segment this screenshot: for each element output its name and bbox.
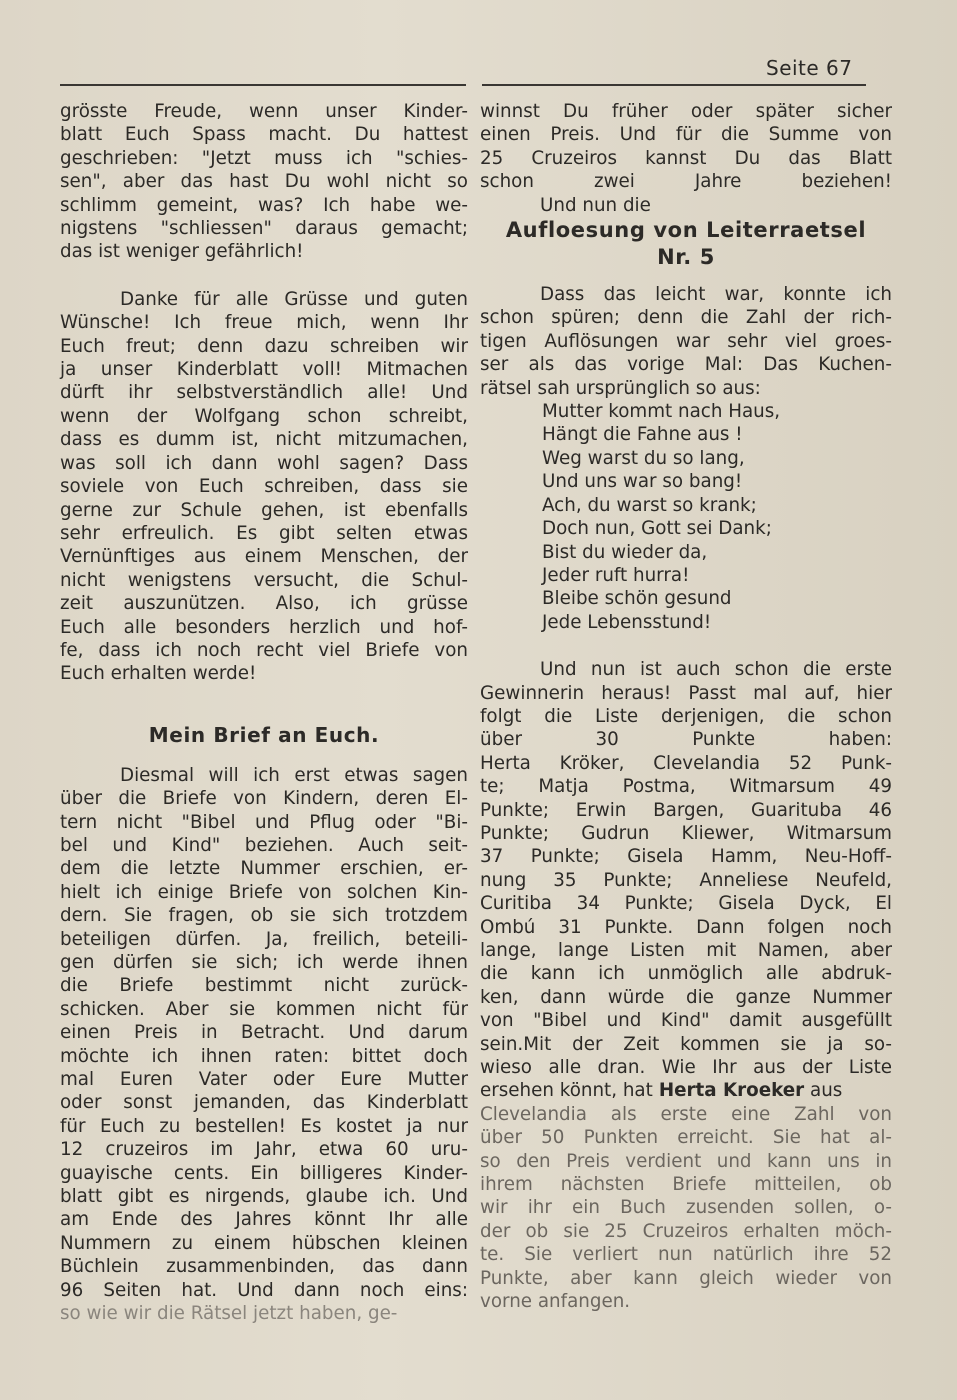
solution-heading-line-1: Aufloesung von Leiterraetsel <box>505 218 867 243</box>
text-line: nigstens "schliessen" daraus gemacht; <box>60 218 468 240</box>
text-line: Dass das leicht war, konnte ich <box>540 284 892 306</box>
text-line: lange, lange Listen mit Namen, aber <box>480 940 892 961</box>
text-line: zeit auszunützen. Also, ich grüsse <box>60 593 468 615</box>
text-line: blatt gibt es nirgends, glaube ich. Und <box>60 1186 468 1208</box>
text-line: ken, dann würde die ganze Nummer <box>480 986 892 1008</box>
text-line: dem die letzte Nummer erschien, er- <box>60 858 468 880</box>
right-paragraph-1 <box>480 100 892 217</box>
text-line: Vernünftiges aus einem Menschen, der <box>60 546 468 568</box>
text-line: die Briefe bestimmt nicht zurück- <box>60 975 468 997</box>
text-line: das ist weniger gefährlich! <box>60 241 304 263</box>
text-line: Curitiba 34 Punkte; Gisela Dyck, El <box>480 893 892 915</box>
text-line: Punkte; Erwin Bargen, Guarituba 46 <box>480 799 892 821</box>
text-line: ersehen könnt, hat <box>480 1080 653 1102</box>
text-line: ser als das vorige Mal: Das Kuchen- <box>480 354 892 376</box>
poem-line: Doch nun, Gott sei Dank; <box>542 518 772 540</box>
text-line: winnst Du früher oder später sicher <box>480 101 892 122</box>
text-line: sen", aber das hast Du wohl nicht so <box>60 171 468 193</box>
section-heading-solution <box>480 217 892 271</box>
text-line: guayische cents. Ein billigeres Kinder- <box>60 1162 468 1184</box>
poem-line: Hängt die Fahne aus ! <box>542 424 743 446</box>
poem-line: Und uns war so bang! <box>542 471 743 493</box>
text-line: Ombú 31 Punkte. Dann folgen noch <box>480 916 892 938</box>
right-paragraph-2 <box>480 283 892 400</box>
text-line: ja unser Kinderblatt voll! Mitmachen <box>60 359 468 381</box>
poem-line: Ach, du warst so krank; <box>542 494 757 516</box>
text-line: über 50 Punkten erreicht. Sie hat al- <box>480 1127 892 1149</box>
text-line: vorne anfangen. <box>480 1291 631 1313</box>
text-line: oder sonst jemanden, das Kinderblatt <box>60 1092 468 1114</box>
text-line: Clevelandia als erste eine Zahl von <box>480 1103 892 1125</box>
winner-name: Herta Kroeker <box>658 1080 805 1102</box>
text-line: grösste Freude, wenn unser Kinder- <box>60 101 468 122</box>
section-heading-letter: Mein Brief an Euch. <box>148 722 380 747</box>
text-line: am Ende des Jahres könnt Ihr alle <box>60 1209 468 1231</box>
text-line: Diesmal will ich erst etwas sagen <box>120 764 468 786</box>
text-line: einen Preis. Und für die Summe von <box>480 124 892 146</box>
poem-line: Jede Lebensstund! <box>542 611 712 633</box>
text-line: Danke für alle Grüsse und guten <box>120 288 468 310</box>
text-line: folgt die Liste derjenigen, die schon <box>480 705 892 727</box>
winner-name-suffix: aus <box>810 1080 843 1102</box>
text-line: geschrieben: "Jetzt muss ich "schies- <box>60 147 468 169</box>
text-line: Gewinnerin heraus! Passt mal auf, hier <box>480 682 892 704</box>
text-line: schon spüren; denn die Zahl der rich- <box>480 307 892 329</box>
text-line: tigen Auflösungen war sehr viel groes- <box>480 330 892 352</box>
text-line: die kann ich unmöglich alle abdruk- <box>480 963 892 985</box>
poem-line: Bleibe schön gesund <box>542 588 732 610</box>
text-line: soviele von Euch schreiben, dass sie <box>60 476 468 498</box>
text-line: te; Matja Postma, Witmarsum 49 <box>480 776 892 798</box>
text-line: Euch erhalten werde! <box>60 663 257 685</box>
text-line: gerne zur Schule gehen, ist ebenfalls <box>60 499 468 521</box>
right-paragraph-3-rest <box>480 1103 892 1314</box>
text-line: blatt Euch Spass macht. Du hattest <box>60 124 468 146</box>
text-line: te. Sie verliert nun natürlich ihre 52 <box>480 1244 892 1266</box>
text-line: dass es dumm ist, nicht mitzumachen, <box>60 429 468 451</box>
text-line: schon zwei Jahre beziehen! <box>480 171 892 193</box>
text-line: hielt ich einige Briefe von solchen Kin- <box>60 881 468 903</box>
text-line: sehr erfreulich. Es gibt selten etwas <box>60 522 468 544</box>
text-line: über die Briefe von Kindern, deren El- <box>60 788 468 810</box>
text-line: schlimm gemeint, was? Ich habe we- <box>60 194 468 216</box>
text-line: wir ihr ein Buch zusenden sollen, o- <box>480 1197 892 1219</box>
text-line: 12 cruzeiros im Jahr, etwa 60 uru- <box>60 1139 468 1161</box>
text-line: wenn der Wolfgang schon schreibt, <box>60 405 468 427</box>
solution-heading-line-2: Nr. 5 <box>657 245 715 270</box>
left-paragraph-3 <box>60 764 468 1326</box>
top-rule-left <box>60 84 466 86</box>
right-paragraph-3 <box>480 658 892 1103</box>
text-line: so den Preis verdient und kann uns in <box>480 1150 892 1172</box>
text-line: Herta Kröker, Clevelandia 52 Punk- <box>480 752 892 774</box>
text-line: über 30 Punkte haben: <box>480 729 892 751</box>
poem-line: Bist du wieder da, <box>542 541 708 563</box>
page-number: Seite 67 <box>766 56 853 80</box>
text-line: so wie wir die Rätsel jetzt haben, ge- <box>60 1303 398 1325</box>
left-column <box>60 100 468 1326</box>
poem-line: Weg warst du so lang, <box>542 447 745 469</box>
text-line: Punkte; Gudrun Kliewer, Witmarsum <box>480 822 892 844</box>
text-line: einen Preis in Betracht. Und darum <box>60 1022 468 1044</box>
winner-name-line <box>659 1080 843 1101</box>
text-line: 25 Cruzeiros kannst Du das Blatt <box>480 147 892 169</box>
text-line: wieso alle dran. Wie Ihr aus der Liste <box>480 1057 892 1079</box>
poem-line: Jeder ruft hurra! <box>542 564 690 586</box>
text-line: beteiligen dürfen. Ja, freilich, beteili- <box>60 928 468 950</box>
text-line: sein.Mit der Zeit kommen sie ja so- <box>480 1033 892 1055</box>
text-line: nicht wenigstens versucht, die Schul- <box>60 569 468 591</box>
text-line: nung 35 Punkte; Anneliese Neufeld, <box>480 869 892 891</box>
text-line: für Euch zu bestellen! Es kostet ja nur <box>60 1115 468 1137</box>
text-line: dern. Sie fragen, ob sie sich trotzdem <box>60 905 468 927</box>
text-line: dürft ihr selbstverständlich alle! Und <box>60 382 468 404</box>
text-line: mal Euren Vater oder Eure Mutter <box>60 1069 468 1091</box>
text-line: fe, dass ich noch recht viel Briefe von <box>60 639 468 661</box>
top-rule-right <box>482 84 866 86</box>
riddle-poem <box>480 400 892 634</box>
text-line: Euch freut; denn dazu schreiben wir <box>60 335 468 357</box>
text-line: bel und Kind" beziehen. Auch seit- <box>60 834 468 856</box>
poem-line: Mutter kommt nach Haus, <box>542 401 781 423</box>
text-line: Punkte, aber kann gleich wieder von <box>480 1267 892 1289</box>
text-line: Euch alle besonders herzlich und hof- <box>60 616 468 638</box>
text-line: Büchlein zusammenbinden, das dann <box>60 1256 468 1278</box>
text-line: Und nun die <box>540 194 651 216</box>
text-line: rätsel sah ursprünglich so aus: <box>480 377 761 399</box>
text-line: der ob sie 25 Cruzeiros erhalten möch- <box>480 1220 892 1242</box>
text-line: ihrem nächsten Briefe mitteilen, ob <box>480 1174 892 1196</box>
text-line: gen dürfen sie sich; ich werde ihnen <box>60 952 468 973</box>
text-line: Und nun ist auch schon die erste <box>540 659 892 681</box>
text-line: Nummern zu einem hübschen kleinen <box>60 1232 468 1254</box>
right-column <box>480 100 892 1314</box>
text-line: von "Bibel und Kind" damit ausgefüllt <box>480 1010 892 1032</box>
text-line: 96 Seiten hat. Und dann noch eins: <box>60 1279 468 1301</box>
left-paragraph-2 <box>60 288 468 686</box>
left-paragraph-1 <box>60 100 468 264</box>
text-line: was soll ich dann wohl sagen? Dass <box>60 452 468 474</box>
text-line: tern nicht "Bibel und Pflug oder "Bi- <box>60 811 468 833</box>
text-line: schicken. Aber sie kommen nicht für <box>60 998 468 1020</box>
text-line: Wünsche! Ich freue mich, wenn Ihr <box>60 312 468 334</box>
text-line: 37 Punkte; Gisela Hamm, Neu-Hoff- <box>480 846 892 868</box>
text-line: möchte ich ihnen raten: bittet doch <box>60 1045 468 1067</box>
